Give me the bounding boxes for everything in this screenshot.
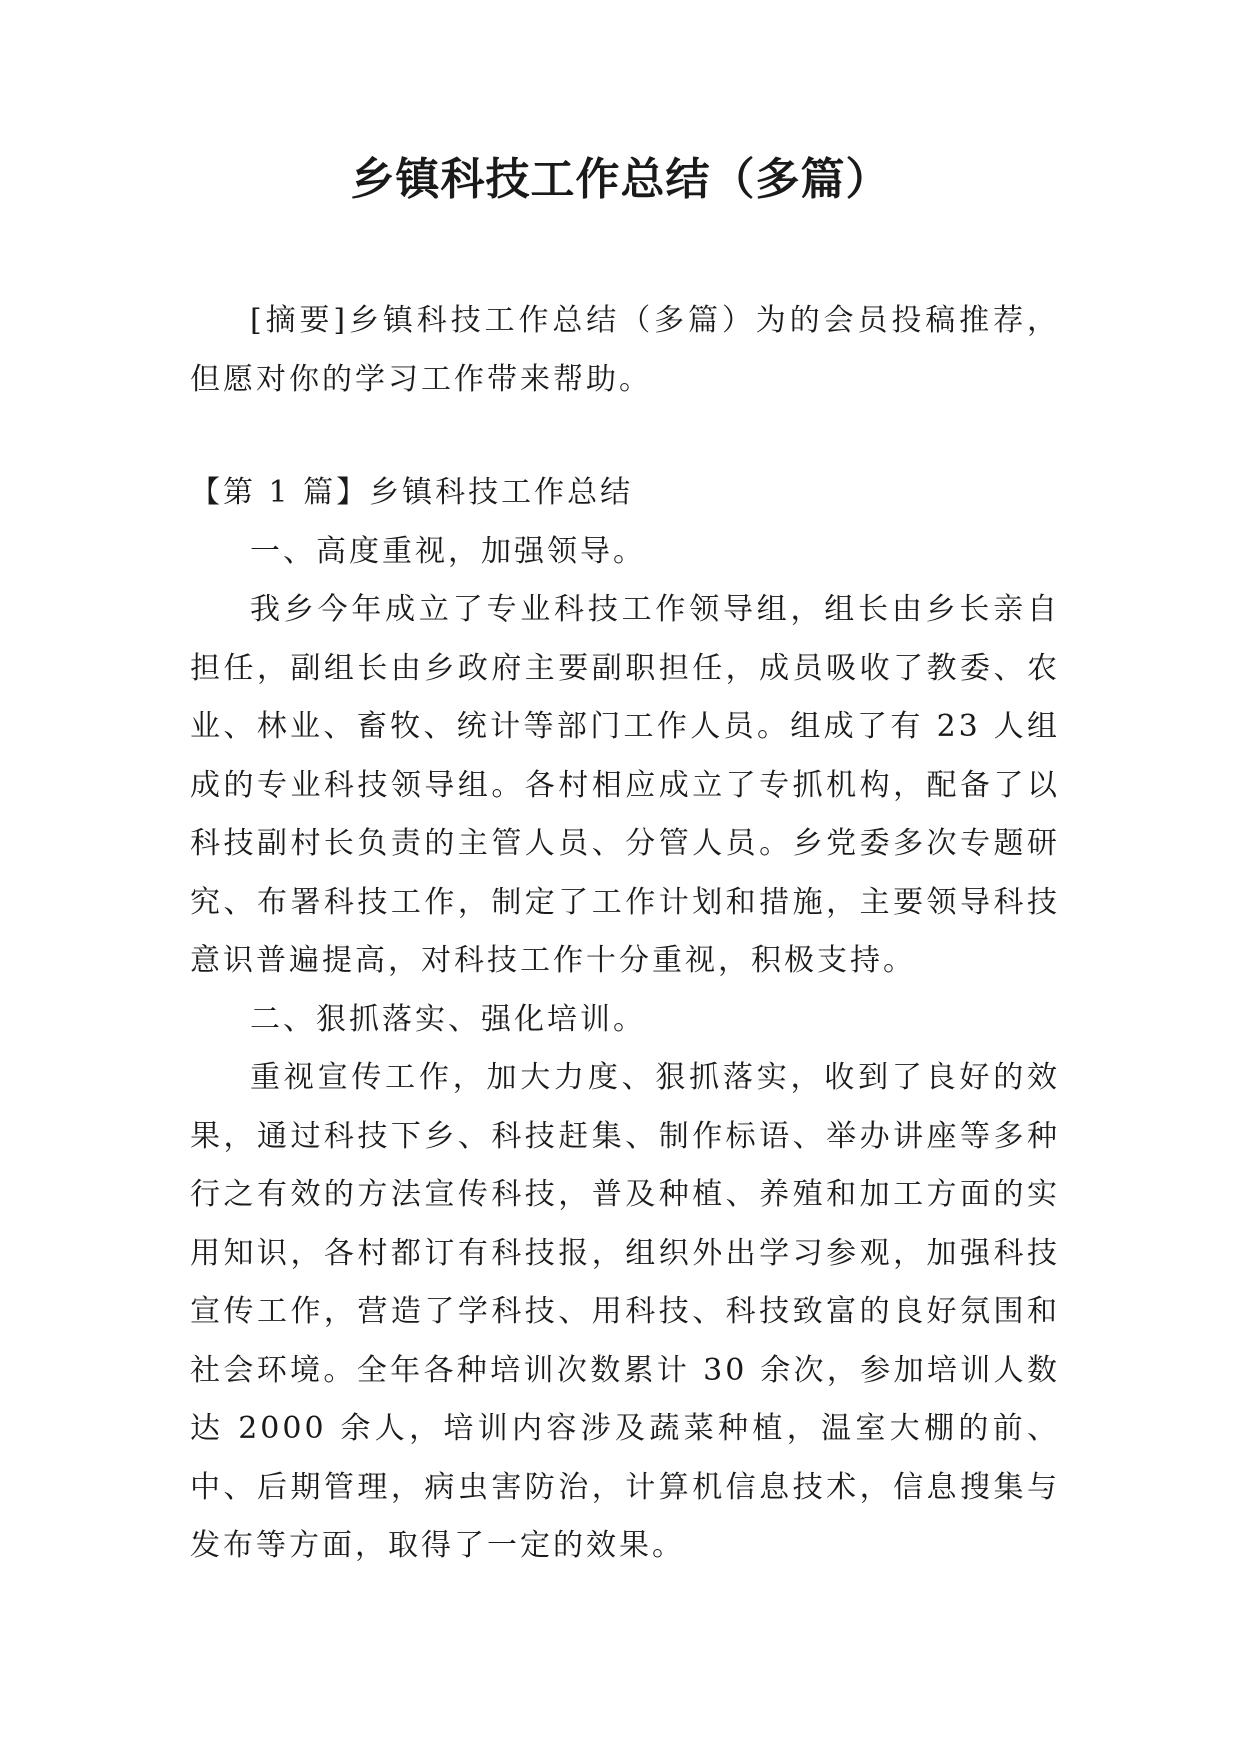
subheading-2: 二、狠抓落实、强化培训。 bbox=[250, 1001, 646, 1037]
paragraph-2: 重视宣传工作，加大力度、狠抓落实，收到了良好的效果，通过科技下乡、科技赶集、制作标语、举办讲座等多种行之有效的方法宣传科技，普及种植、养殖和加工方面的实用知识，各村都订有科技报，组织外出学习参观，加强科技宣传工作，营造了学科技、用科技、科技致富的良好氛围和社会环境。全年各种培训次数累计 30 余次，参加培训人数达 2000 余人，培训内容涉及蔬菜种植，温室大棚的前、中、后期管理，病虫害防治，计算机信息技术，信息搜集与发布等方面，取得了一定的效果。 bbox=[190, 1060, 1060, 1563]
abstract-block bbox=[190, 292, 1060, 409]
document-title: 乡镇科技工作总结（多篇） bbox=[350, 154, 891, 205]
section-heading: 【第 1 篇】乡镇科技工作总结 bbox=[190, 475, 634, 510]
paragraph-1: 我乡今年成立了专业科技工作领导组，组长由乡长亲自担任，副组长由乡政府主要副职担任，成员吸收了教委、农业、林业、畜牧、统计等部门工作人员。组成了有 23 人组成的专业科技领导组。各村相应成立了专抓机构，配备了以科技副村长负责的主管人员、分管人员。乡党委多次专题研究、布署科技工作，制定了工作计划和措施，主要领导科技意识普遍提高，对科技工作十分重视，积极支持。 bbox=[190, 592, 1060, 978]
abstract-text: [摘要]乡镇科技工作总结（多篇）为的会员投稿推荐，但愿对你的学习工作带来帮助。 bbox=[190, 303, 1060, 397]
subheading-1: 一、高度重视，加强领导。 bbox=[250, 533, 646, 569]
section-1 bbox=[190, 464, 1060, 1576]
